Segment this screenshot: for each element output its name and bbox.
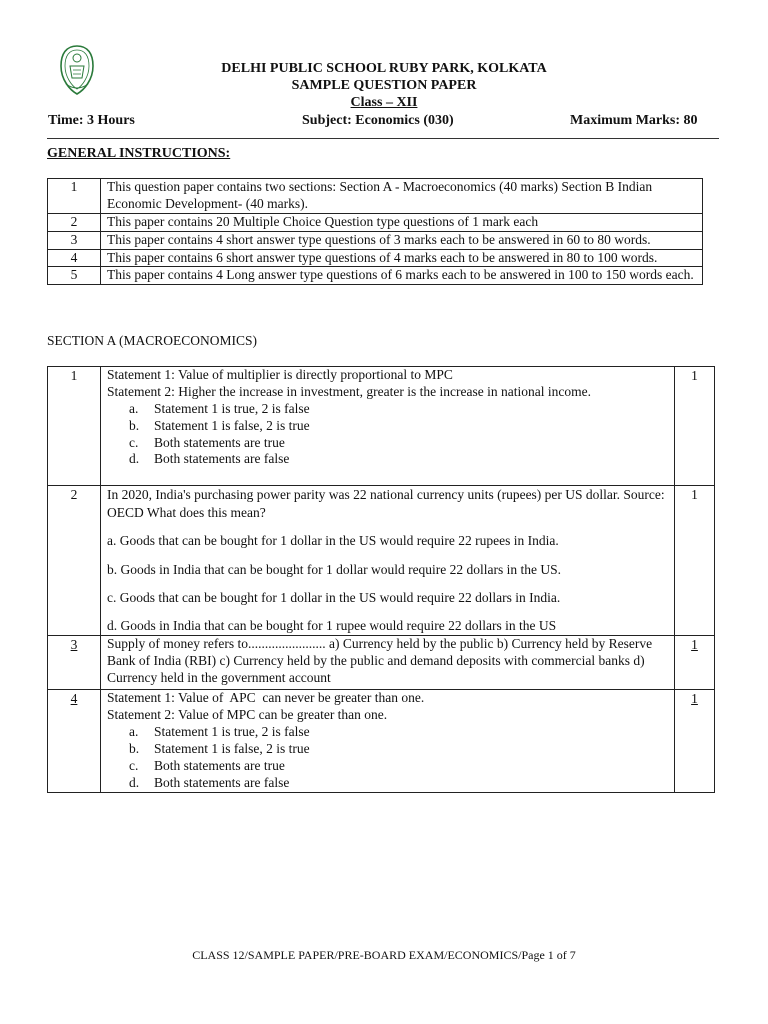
- options-list: [107, 724, 668, 792]
- instruction-text: This paper contains 6 short answer type questions of 4 marks each to be answered in 80 to 100 words.: [101, 249, 703, 267]
- class-label: Class – XII: [350, 95, 418, 110]
- option-item: d. Both statements are false: [129, 451, 290, 467]
- instruction-text: This paper contains 4 short answer type questions of 3 marks each to be answered in 60 to 80 words.: [101, 231, 703, 249]
- table-row: [48, 249, 703, 267]
- page-footer: CLASS 12/SAMPLE PAPER/PRE-BOARD EXAM/ECONOMICS/Page 1 of 7: [192, 948, 576, 962]
- statement-2: Statement 2: Value of MPC can be greater than one.: [107, 707, 388, 723]
- option-item: c. Both statements are true: [129, 434, 285, 450]
- options-list: [107, 401, 668, 469]
- question-number: 1: [48, 367, 101, 486]
- general-instructions-heading: GENERAL INSTRUCTIONS:: [47, 146, 231, 161]
- instruction-number: 1: [48, 179, 101, 214]
- option-d: d. Goods in India that can be bought for 1 rupee would require 22 dollars in the US: [107, 618, 557, 634]
- table-row: [48, 179, 703, 214]
- option-a: a. Goods that can be bought for 1 dollar in the US would require 22 rupees in India.: [107, 533, 559, 549]
- max-marks-label: Maximum Marks: 80: [570, 113, 698, 128]
- instruction-number: 3: [48, 231, 101, 249]
- option-item: a. Statement 1 is true, 2 is false: [129, 400, 310, 416]
- question-row-4: [48, 690, 715, 792]
- instruction-text: This question paper contains two sections: Section A - Macroeconomics (40 marks) Section B Indian Economic Development- (40 marks).: [101, 179, 703, 214]
- option-item: b. Statement 1 is false, 2 is true: [129, 417, 310, 433]
- instruction-number: 2: [48, 213, 101, 231]
- statement-1: Statement 1: Value of multiplier is directly proportional to MPC: [107, 367, 453, 382]
- option-c: c. Goods that can be bought for 1 dollar in the US would require 22 dollars in India.: [107, 589, 561, 605]
- time-label: Time: 3 Hours: [48, 113, 135, 128]
- question-row-2: [48, 486, 715, 636]
- question-row-3: [48, 636, 715, 690]
- question-marks: 1: [675, 636, 715, 690]
- question-body: [101, 367, 675, 486]
- table-row: [48, 213, 703, 231]
- question-number: 3: [48, 636, 101, 690]
- question-marks: 1: [675, 367, 715, 486]
- statement-2: Statement 2: Higher the increase in investment, greater is the increase in national income.: [107, 383, 591, 399]
- instruction-text: This paper contains 4 Long answer type questions of 6 marks each to be answered in 100 to 150 words each.: [101, 267, 703, 285]
- questions-table: [47, 366, 715, 793]
- question-body: [101, 690, 675, 792]
- question-stem: In 2020, India's purchasing power parity was 22 national currency units (rupees) per US dollar. Source: OECD What does this mean?: [107, 487, 665, 521]
- option-item: b. Statement 1 is false, 2 is true: [129, 740, 310, 756]
- statement-1: Statement 1: Value of APC can never be greater than one.: [107, 690, 425, 706]
- table-row: [48, 267, 703, 285]
- question-marks: 1: [675, 690, 715, 792]
- question-body: [101, 486, 675, 636]
- question-number: 4: [48, 690, 101, 792]
- question-number: 2: [48, 486, 101, 636]
- table-row: [48, 231, 703, 249]
- school-name: DELHI PUBLIC SCHOOL RUBY PARK, KOLKATA: [221, 61, 547, 76]
- section-a-heading: SECTION A (MACROECONOMICS): [47, 333, 258, 348]
- question-row-1: [48, 367, 715, 486]
- option-item: d. Both statements are false: [129, 774, 290, 790]
- instruction-text: This paper contains 20 Multiple Choice Question type questions of 1 mark each: [101, 213, 703, 231]
- question-body: Supply of money refers to....................... a) Currency held by the public b) Currency held by Reserve Bank of India (RBI) c) Currency held by the public and demand deposits with commercial banks d) Currency held in the government account: [101, 636, 675, 690]
- question-marks: 1: [675, 486, 715, 636]
- header-divider: [47, 138, 719, 139]
- instructions-table: [47, 178, 703, 285]
- option-item: a. Statement 1 is true, 2 is false: [129, 724, 310, 740]
- instruction-number: 5: [48, 267, 101, 285]
- instruction-number: 4: [48, 249, 101, 267]
- paper-title: SAMPLE QUESTION PAPER: [291, 78, 477, 93]
- option-item: c. Both statements are true: [129, 757, 285, 773]
- subject-label: Subject: Economics (030): [302, 113, 454, 128]
- option-b: b. Goods in India that can be bought for 1 dollar would require 22 dollars in the US.: [107, 561, 562, 577]
